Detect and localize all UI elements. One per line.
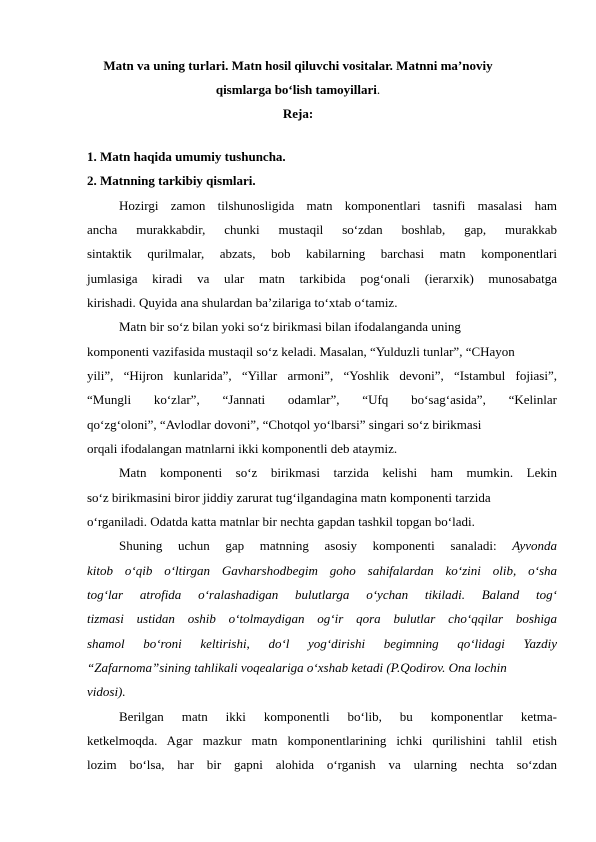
quote-line: “Zafarnoma”sining tahlikali voqealariga o‘xshab ketadi (P.Qodirov. Ona lochin [87, 660, 507, 675]
paragraph-line: komponenti vazifasida mustaqil so‘z keladi. Masalan, “Yulduzli tunlar”, “CHayon [87, 344, 515, 359]
paragraph-line: kirishadi. Quyida ana shulardan ba’zilariga to‘xtab o‘tamiz. [87, 295, 398, 310]
quote-line: tog‘lar atrofida o‘ralashadigan bulutlarga o‘ychan tikiladi. Baland tog‘ [87, 587, 557, 602]
paragraph-line: orqali ifodalangan matnlarni ikki komponentli deb ataymiz. [87, 441, 398, 456]
outline-item-2: 2. Matnning tarkibiy qismlari. [87, 173, 256, 188]
document-title-line1: Matn va uning turlari. Matn hosil qiluvchi vositalar. Matnni ma’noviy [103, 58, 493, 73]
document-title-line2 [0, 78, 596, 102]
paragraph-line: qo‘zg‘oloni”, “Avlodlar dovoni”, “Chotqol yo‘lbarsi” singari so‘z birikmasi [87, 417, 482, 432]
paragraph-line: ancha murakkabdir, chunki mustaqil so‘zdan boshlab, gap, murakkab [87, 222, 557, 237]
quote-line: tizmasi ustidan oshib o‘tolmaydigan og‘ir qora bulutlar cho‘qqilar boshiga [87, 611, 557, 626]
quote-line: kitob o‘qib o‘ltirgan Gavharshodbegim goho sahifalardan ko‘zini olib, o‘sha [87, 563, 557, 578]
plan-heading: Reja: [282, 106, 314, 121]
paragraph-line: so‘z birikmasini biror jiddiy zarurat tug‘ilgandagina matn komponenti tarzida [87, 490, 491, 505]
quote-line: vidosi). [87, 684, 126, 699]
paragraph-line: Berilgan matn ikki komponentli bo‘lib, bu komponentlar ketma- [119, 709, 557, 724]
document-title-line2-tail: . [376, 82, 381, 97]
paragraph-line: o‘rganiladi. Odatda katta matnlar bir nechta gapdan tashkil topgan bo‘ladi. [87, 514, 475, 529]
paragraph-line: Hozirgi zamon tilshunosligida matn komponentlari tasnifi masalasi ham [119, 198, 557, 213]
quote-start: Ayvonda [512, 538, 557, 553]
outline-item-1: 1. Matn haqida umumiy tushuncha. [87, 149, 286, 164]
paragraph-line: Matn bir so‘z bilan yoki so‘z birikmasi bilan ifodalanganda uning [119, 319, 461, 334]
paragraph-line: sintaktik qurilmalar, abzats, bob kabilarning barchasi matn komponentlari [87, 246, 557, 261]
paragraph-line: jumlasiga kiradi va ular matn tarkibida pog‘onali (ierarxik) munosabatga [87, 271, 557, 286]
paragraph-line: Matn komponenti so‘z birikmasi tarzida kelishi ham mumkin. Lekin [119, 465, 557, 480]
paragraph-line: “Mungli ko‘zlar”, “Jannati odamlar”, “Ufq bo‘sag‘asida”, “Kelinlar [87, 392, 557, 407]
paragraph-line-text: Shuning uchun gap matnning asosiy komponenti sanaladi: [119, 538, 497, 553]
paragraph-line: lozim bo‘lsa, har bir gapni alohida o‘rganish va ularning nechta so‘zdan [87, 757, 557, 772]
quote-line: shamol bo‘roni keltirishi, do‘l yog‘dirishi begimning qo‘lidagi Yazdiy [87, 636, 557, 651]
paragraph-line: yili”, “Hijron kunlarida”, “Yillar armoni”, “Yoshlik devoni”, “Istambul fojiasi”, [87, 368, 557, 383]
paragraph-line [119, 535, 557, 557]
document-title-line2-text: qismlarga bo‘lish tamoyillari [215, 82, 377, 97]
paragraph-line: ketkelmoqda. Agar mazkur matn komponentlarining ichki qurilishini tahlil etish [87, 733, 557, 748]
